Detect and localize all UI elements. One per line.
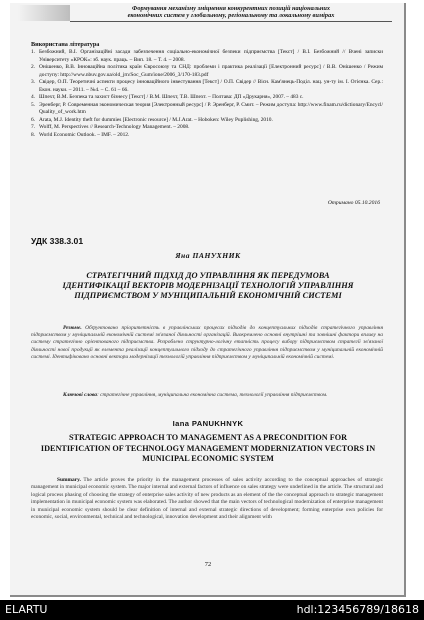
keywords-ua xyxy=(31,392,383,399)
reference-number: 2. xyxy=(31,64,36,70)
reference-text: Свідер, О.П. Теоретичні аспекти процесу інноваційного інвестування [Текст] / О.П. Свідер // Вісн. Кам'янець-Поділ. нац. ун-ту ім. І. Огієнка. Сер.: Екон. науки. – 2011. – №4. – С. 61 – 66. xyxy=(39,79,383,93)
author-name-ua: Яна ПАНУХНИК xyxy=(175,251,241,260)
document-page xyxy=(10,3,406,597)
handle-identifier: hdl:123456789/18618 xyxy=(296,603,419,616)
keywords-ua-text: : стратегічне управління, муніципальна економічна система, технології управління підприємством. xyxy=(97,392,328,398)
abstract-ua xyxy=(31,325,383,361)
udk-code: УДК 338.3.01 xyxy=(31,236,84,246)
references-list xyxy=(31,49,383,139)
reference-text: Wolff, M. Perspectives // Research-Technology Management. – 2008. xyxy=(39,124,190,130)
reference-item xyxy=(31,94,383,102)
reference-text: Эренберг, Р. Современная экономическая теория [Электронный ресурс] / Р. Эренберг, Р. Смит. – Режим доступа: http://www.finam.ru/dictionary/Encycl/ Quality_of_work.htm xyxy=(39,101,383,115)
reference-number: 3. xyxy=(31,79,36,85)
reference-item xyxy=(31,124,383,132)
keywords-ua-label: Ключові слова xyxy=(63,392,97,398)
reference-item xyxy=(31,132,383,140)
reference-text: Arata, M.J. Identity theft for dummies [Electronic resource] / M.J.Arat. – Hoboken: Wiley Puplishing, 2010. xyxy=(39,116,273,123)
reference-item xyxy=(31,49,383,64)
reference-text: Онішенко, В.В. Інноваційна політика країн Євросоюзу та СНД: проблеми і практика реалізації [Електронний ресурс] / В.В. Онішенко / Режим доступу: http://www.nbuv.gov.ua/old_jrn/Soc_Gum/ione/2006_3/170-183.pdf xyxy=(39,64,383,78)
abstract-ua-text: Обґрунтовано пріоритетність в управлінських процесах підходів до концептуальних підходів стратегічного управління підприємством у муніципальній економічній системі зв'язаної діяльності організацій. Виокремлено основні внутрішні та зовнішні фактори впливу на систему стратегічно орієнтованого підприємства. Розроблено структурно-логічну етапність процесу вибору підприємством стратегії зв'язаної діяльності нової продукції як елемента реалізації концептуального підходу до стратегічного управління підприємством у муніципальній економічній системі. Ідентифіковано основні вектори модернізації технологій управління підприємством у муніципальній економічній системі. xyxy=(31,325,383,360)
running-header-line-1: Формування механізму зміцнення конкурентних позицій національних xyxy=(132,5,330,12)
abstract-en-text: The article proves the priority in the management processes of sales activity according to the conceptual approaches of strategic management in municipal economic system. The major internal and external factors of influence on sales strategy were underlined in the article. The structural and logical process phasing of choosing the strategy of enterprise sales activity of new products as an element of the the conceptual approach to strategic management implementation in municipal economic system was elaborated. The author showed that the main vectors of technological modernization of enterprise management in municipal economic system should be clear definition of internal and external strategic directions of development; forming enterprise own policies for economic, social, environmental, technical and technological, innovation development and their alignment with xyxy=(31,477,383,521)
reference-number: 1. xyxy=(31,49,36,55)
reference-text: Шпехт, В.М. Безпека та захист бізнесу [Текст] / В.М. Шпехт, Т.В. Шпехт. – Полтава: ДП «Друкарня», 2007. – 483 с. xyxy=(39,94,304,100)
reference-number: 7. xyxy=(31,124,36,130)
abstract-en xyxy=(31,477,383,521)
reference-number: 4. xyxy=(31,94,36,100)
reference-text: World Economic Outlook. – IMF. – 2012. xyxy=(39,131,130,138)
reference-number: 5. xyxy=(31,101,36,108)
article-title-ua: СТРАТЕГІЧНИЙ ПІДХІД ДО УПРАВЛІННЯ ЯК ПЕРЕДУМОВА ІДЕНТИФІКАЦІЇ ВЕКТОРІВ МОДЕРНІЗАЦІЇ ТЕХНОЛОГІЙ УПРАВЛІННЯ ПІДПРИЄМСТВОМ У МУНІЦИПАЛЬНІЙ ЕКОНОМІЧНІЙ СИСТЕМІ xyxy=(62,271,354,301)
running-header xyxy=(70,5,392,22)
author-name-en: Iana PANUKHNYK xyxy=(172,419,244,428)
received-date: Отримано 05.10.2016 xyxy=(327,200,380,206)
repository-footer xyxy=(0,600,424,620)
reference-item xyxy=(31,64,383,79)
reference-number: 6. xyxy=(31,116,36,123)
page-number: 72 xyxy=(204,561,212,568)
reference-number: 8. xyxy=(31,131,36,138)
running-header-line-2: економічних систем у глобальному, регіональному та локальному вимірах xyxy=(127,12,335,20)
repository-name: ELARTU xyxy=(5,603,48,616)
reference-item xyxy=(31,102,383,117)
references-title: Використана література xyxy=(31,41,100,48)
article-title-en: STRATEGIC APPROACH TO MANAGEMENT AS A PRECONDITION FOR IDENTIFICATION OF TECHNOLOGY MANAGEMENT MODERNIZATION VECTORS IN MUNICIPAL ECONOMIC SYSTEM xyxy=(40,433,376,464)
reference-item xyxy=(31,117,383,125)
reference-item xyxy=(31,79,383,94)
abstract-ua-label: Резюме. xyxy=(63,325,82,331)
header-decoration xyxy=(18,5,70,21)
reference-text: Безбожний, В.І. Організаційні засади забезпечення соціально-економічної безпеки підприємства [Текст] / В.І. Безбожний // Вчені записки Університету «КРОК»: зб. наук. праць. – Вип. 18. – Т. 4. – 2008. xyxy=(39,49,383,63)
abstract-en-label: Summary. xyxy=(57,477,81,483)
